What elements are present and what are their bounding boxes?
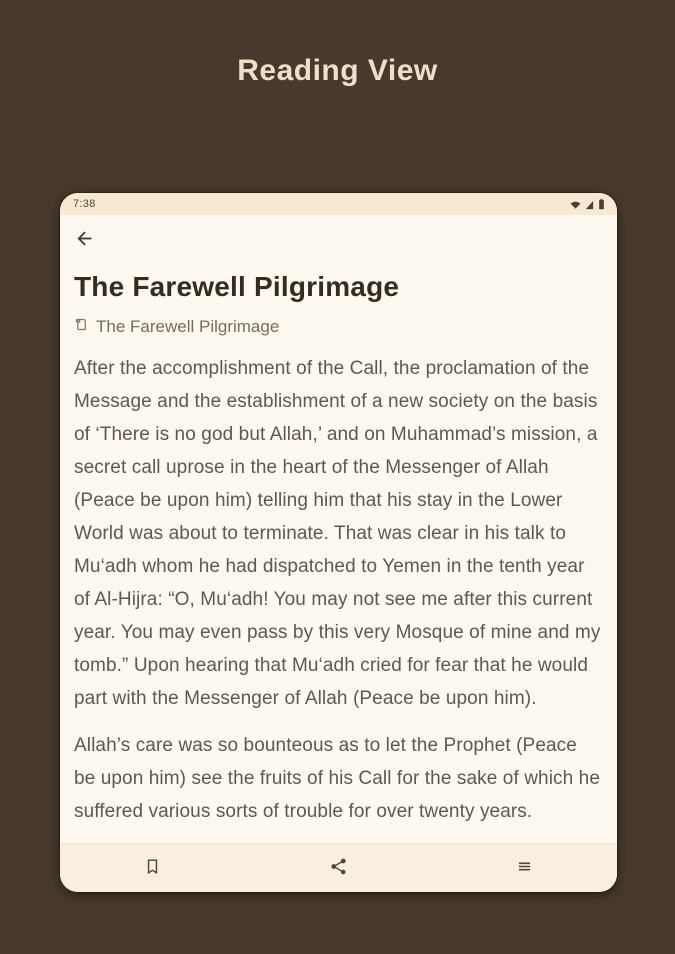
reader-app-window xyxy=(60,193,617,892)
back-arrow-icon xyxy=(74,228,95,252)
paragraph: After the accomplishment of the Call, the proclamation of the Message and the establishment of a new society on the basis of ‘There is no god but Allah,’ and on Muhammad’s mission, a secret call uprose in the heart of the Messenger of Allah (Peace be upon him) telling him that his stay in the Lower World was about to terminate. That was clear in his talk to Mu‘adh whom he had dispatched to Yemen in the tenth year of Al-Hijra: “O, Mu‘adh! You may not see me after this current year. You may even pass by this very Mosque of mine and my tomb.” Upon hearing that Mu‘adh cried for fear that he would part with the Messenger of Allah (Peace be upon him). xyxy=(74,358,601,709)
contents-list-button[interactable] xyxy=(500,848,548,888)
list-icon xyxy=(515,857,534,879)
wifi-icon xyxy=(570,199,581,210)
cellular-signal-icon xyxy=(584,199,595,210)
chapter-label: The Farewell Pilgrimage xyxy=(96,317,280,336)
chapter-body xyxy=(74,352,603,828)
share-button[interactable] xyxy=(314,848,362,888)
share-icon xyxy=(329,857,348,879)
status-bar-icons xyxy=(570,198,605,210)
status-bar xyxy=(60,193,617,215)
bookmark-icon xyxy=(143,857,162,879)
status-bar-clock: 7:38 xyxy=(73,198,96,210)
paragraph: Allah’s care was so bounteous as to let the Prophet (Peace be upon him) see the fruits of his Call for the sake of which he suffered various sorts of trouble for over twenty years. xyxy=(74,735,601,822)
back-button[interactable] xyxy=(74,225,104,255)
chapter-breadcrumb xyxy=(74,317,603,337)
book-icon xyxy=(74,317,89,337)
page-title: Reading View xyxy=(237,54,438,87)
chapter-heading: The Farewell Pilgrimage xyxy=(74,271,400,302)
bookmark-button[interactable] xyxy=(129,848,177,888)
battery-icon xyxy=(598,198,605,210)
reading-content[interactable] xyxy=(60,215,617,843)
bottom-toolbar xyxy=(60,843,617,892)
